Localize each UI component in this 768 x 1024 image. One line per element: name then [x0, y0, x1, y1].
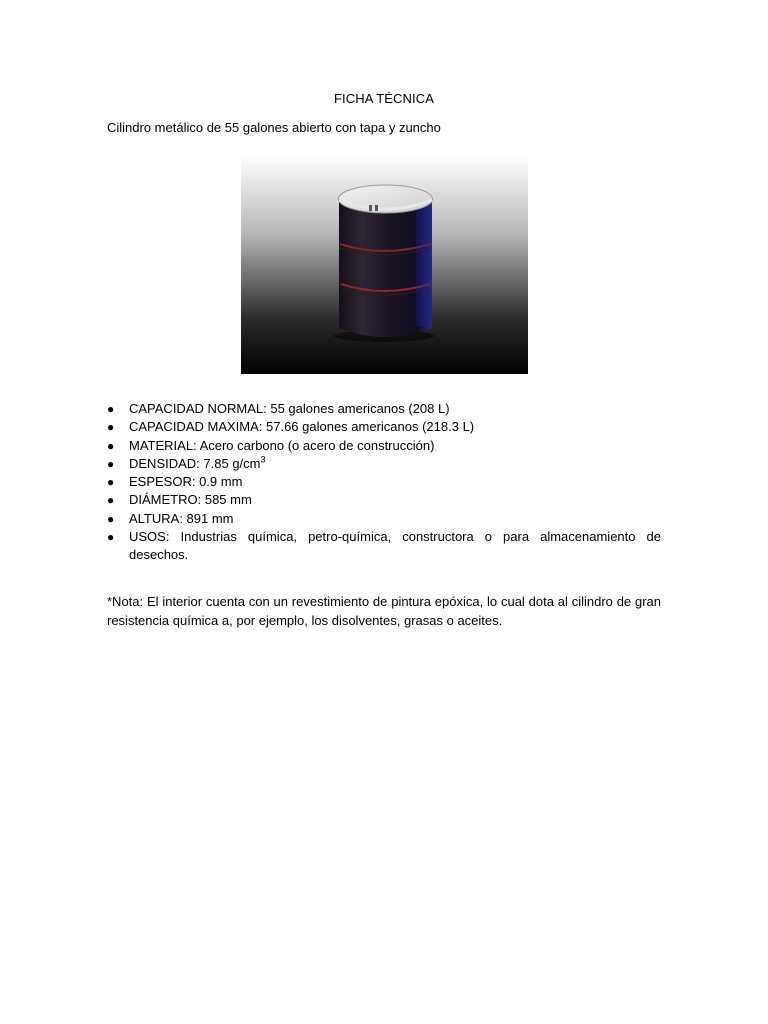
bullet-icon: ●: [107, 511, 115, 526]
spec-capacidad-normal: [107, 400, 661, 418]
spec-value: 55 galones americanos (208 L): [266, 401, 450, 416]
spec-value: Acero carbono (o acero de construcción): [196, 437, 435, 453]
spec-value: 57.66 galones americanos (218.3 L): [262, 419, 475, 435]
spec-label: ALTURA:: [129, 510, 183, 526]
spec-value: 891 mm: [182, 510, 234, 526]
bullet-icon: ●: [107, 493, 115, 508]
spec-densidad: [107, 455, 661, 473]
spec-label: CAPACIDAD MAXIMA:: [129, 419, 263, 435]
spec-altura: [107, 510, 661, 528]
spec-label: ESPESOR:: [129, 474, 196, 490]
bullet-icon: ●: [107, 530, 115, 545]
spec-value: 0.9 mm: [195, 474, 243, 490]
product-description: Cilindro metálico de 55 galones abierto con tapa y zuncho: [107, 120, 441, 135]
spec-label: USOS:: [129, 529, 170, 545]
bullet-icon: ●: [107, 402, 115, 416]
bullet-icon: ●: [107, 456, 115, 471]
spec-label: DIÁMETRO:: [129, 492, 202, 508]
spec-value: 7.85 g/cm: [199, 455, 261, 471]
barrel-photo: [241, 156, 528, 374]
document-title: FICHA TÉCNICA: [333, 91, 435, 106]
bullet-icon: ●: [107, 475, 115, 490]
spec-value: 585 mm: [201, 492, 252, 508]
spec-value: Industrias química, petro-química, constructora o para almacenamiento de desechos.: [129, 529, 661, 563]
spec-espesor: [107, 473, 661, 491]
spec-material: [107, 437, 661, 455]
bullet-icon: ●: [107, 420, 115, 435]
spec-usos: [107, 528, 661, 565]
spec-label: CAPACIDAD NORMAL:: [129, 401, 267, 416]
spec-label: MATERIAL:: [129, 437, 197, 453]
specifications-list: [107, 400, 661, 565]
spec-superscript: 3: [260, 454, 266, 465]
bullet-icon: ●: [107, 438, 115, 453]
spec-capacidad-maxima: [107, 418, 661, 436]
spec-diametro: [107, 491, 661, 509]
note-paragraph: *Nota: El interior cuenta con un revestimiento de pintura epóxica, lo cual dota al cilindro de gran resistencia química a, por ejemplo, los disolventes, grasas o aceites.: [107, 594, 661, 628]
spec-label: DENSIDAD:: [129, 455, 200, 471]
